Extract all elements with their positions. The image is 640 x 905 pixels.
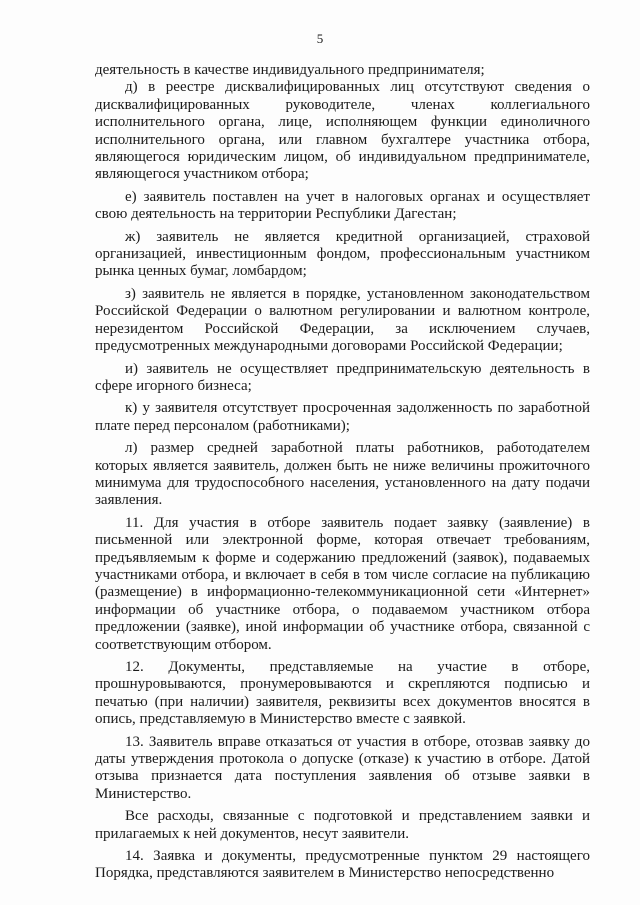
page-number: 5 bbox=[316, 31, 324, 46]
paragraph-11: 11. Для участия в отборе заявитель подает заявку (заявление) в письменной или электронной форме, которая отвечает требованиям, предъявляемым к форме и содержанию предложений (заявок), подаваемых участниками отбора, и включает в себя в том числе согласие на публикацию (размещение) в информационно-телекоммуникационной сети «Интернет» информации об участнике отбора, о подаваемом участником отбора предложении (заявке), иной информации об участнике отбора, связанной с соответствующим отбором. bbox=[95, 514, 590, 653]
paragraph-z: з) заявитель не является в порядке, установленном законодательством Российской Федерации о валютном регулировании и валютном контроле, нерезидентом Российской Федерации, за исключением случаев, предусмотренных международными договорами Российской Федерации; bbox=[95, 285, 590, 355]
paragraph-l: л) размер средней заработной платы работников, работодателем которых является заявитель, должен быть не ниже величины прожиточного минимума для трудоспособного населения, установленного на дату подачи заявления. bbox=[95, 440, 590, 509]
paragraph-expenses: Все расходы, связанные с подготовкой и представлением заявки и прилагаемых к ней документов, несут заявители. bbox=[95, 808, 590, 842]
document-body bbox=[95, 62, 590, 883]
paragraph-i: и) заявитель не осуществляет предпринимательскую деятельность в сфере игорного бизнеса; bbox=[95, 360, 590, 394]
paragraph-e: е) заявитель поставлен на учет в налоговых органах и осуществляет свою деятельность на территории Республики Дагестан; bbox=[95, 188, 590, 223]
paragraph-14: 14. Заявка и документы, предусмотренные пунктом 29 настоящего Порядка, представляются заявителем в Министерство непосредственно bbox=[95, 848, 590, 882]
paragraph-k: к) у заявителя отсутствует просроченная задолженность по заработной плате перед персоналом (работниками); bbox=[95, 400, 590, 434]
paragraph-13: 13. Заявитель вправе отказаться от участия в отборе, отозвав заявку до даты утверждения протокола о допуске (отказе) к участию в отборе. Датой отзыва признается дата поступления заявления об отзыве заявки в Министерство. bbox=[95, 733, 590, 802]
paragraph-continuation: деятельность в качестве индивидуального предпринимателя; bbox=[95, 62, 485, 78]
paragraph-d: д) в реестре дисквалифицированных лиц отсутствуют сведения о дисквалифицированных руководителе, членах коллегиального исполнительного органа, лице, исполняющем функции единоличного исполнительного органа, или главном бухгалтере участника отбора, являющегося юридическим лицом, об индивидуальном предпринимателе, являющегося участником отбора; bbox=[95, 79, 590, 183]
paragraph-12: 12. Документы, представляемые на участие в отборе, прошнуровываются, пронумеровываются и скрепляются подписью и печатью (при наличии) заявителя, реквизиты всех документов вносятся в опись, представляемую в Министерство вместе с заявкой. bbox=[95, 659, 590, 728]
paragraph-zh: ж) заявитель не является кредитной организацией, страховой организацией, инвестиционным фондом, профессиональным участником рынка ценных бумаг, ломбардом; bbox=[95, 228, 590, 280]
